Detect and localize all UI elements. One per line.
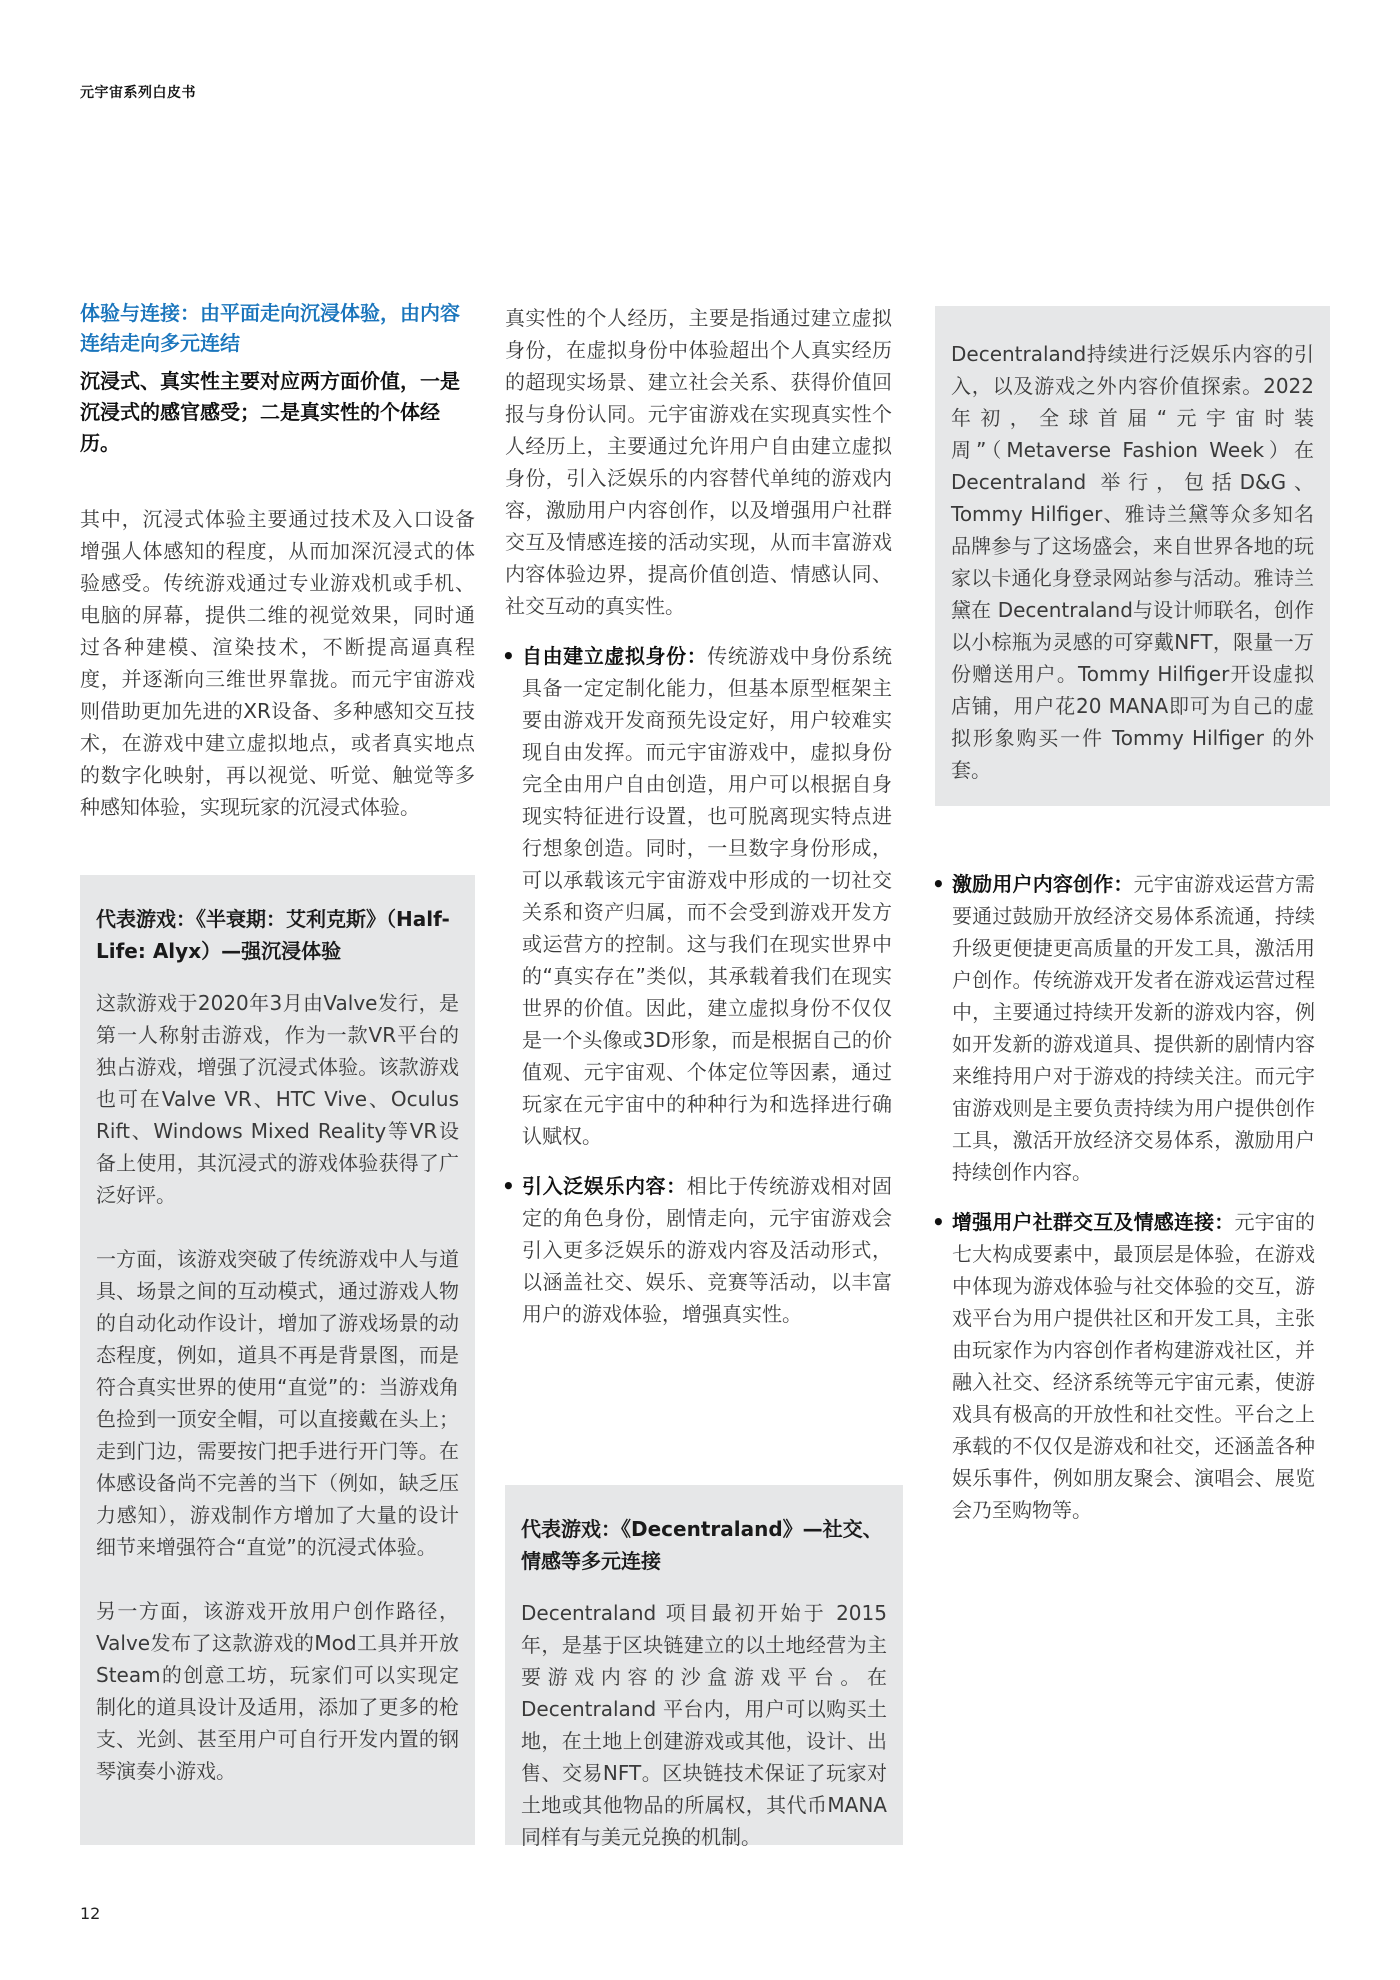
bullet-text: 元宇宙游戏运营方需要通过鼓励开放经济交易体系流通，持续升级更便捷更高质量的开发工具，激活用户创作。传统游戏开发者在游戏运营过程中，主要通过持续开发新的游戏内容，例如开发新的游戏道具、提供新的剧情内容来维持用户对于游戏的持续关注。而元宇宙游戏则是主要负责持续为用户提供创作工具，激活开放经济交易体系，激励用户持续创作内容。 [952, 872, 1316, 1184]
section-subheading: 沉浸式、真实性主要对应两方面价值，一是沉浸式的感官感受；二是真实性的个体经历。 [80, 369, 460, 455]
case-box-paragraph: Decentraland持续进行泛娱乐内容的引入，以及游戏之外内容价值探索。2022年初，全球首届“元宇宙时装周”（Metaverse Fashion Week）在Decentraland 举行，包括D&G、Tommy Hilfiger、雅诗兰黛等众多知名品牌参与了这场盛会，来自世界各地的玩家以卡通化身登录网站参与活动。雅诗兰黛在 Decentraland与设计师联名，创作以小棕瓶为灵感的可穿戴NFT，限量一万份赠送用户。Tommy Hilfiger开设虚拟店铺，用户花20 MANA即可为自己的虚拟形象购买一件 Tommy Hilfiger 的外套。 [951, 342, 1314, 782]
bullet-text: 元宇宙的七大构成要素中，最顶层是体验，在游戏中体现为游戏体验与社交体验的交互，游戏平台为用户提供社区和开发工具，主张由玩家作为内容创作者构建游戏社区，并融入社交、经济系统等元宇宙元素，使游戏具有极高的开放性和社交性。平台之上承载的不仅仅是游戏和社交，还涵盖各种娱乐事件，例如朋友聚会、演唱会、展览会乃至购物等。 [952, 1210, 1316, 1522]
case-box-paragraph: 另一方面，该游戏开放用户创作路径，Valve发布了这款游戏的Mod工具并开放Steam的创意工坊，玩家们可以实现定制化的道具设计及适用，添加了更多的枪支、光剑、甚至用户可自行开发内置的钢琴演奏小游戏。 [96, 1599, 459, 1783]
bullet-dot-icon: • [502, 644, 515, 668]
bullet-dot-icon: • [932, 1210, 945, 1234]
column-left [80, 298, 475, 823]
bullet-lead: 激励用户内容创作： [952, 872, 1134, 896]
bullet-lead: 引入泛娱乐内容： [522, 1174, 687, 1198]
case-box-decentraland-continued [935, 306, 1330, 806]
bullet-lead: 自由建立虚拟身份： [522, 644, 708, 668]
bullet-list [502, 640, 893, 1330]
case-box-paragraph: 这款游戏于2020年3月由Valve发行，是第一人称射击游戏，作为一款VR平台的独占游戏，增强了沉浸式体验。该款游戏也可在Valve VR、HTC Vive、Oculus Rift、Windows Mixed Reality等VR设备上使用，其沉浸式的游戏体验获得了广泛好评。 [96, 991, 459, 1207]
case-box-half-life-alyx [80, 875, 475, 1845]
case-box-title: 代表游戏：《半衰期：艾利克斯》（Half-Life: Alyx）—强沉浸体验 [96, 907, 450, 963]
list-item [932, 1206, 1316, 1526]
list-item [932, 868, 1316, 1188]
bullet-list [932, 868, 1316, 1526]
section-heading: 体验与连接：由平面走向沉浸体验，由内容连结走向多元连结 [80, 301, 460, 355]
bullet-dot-icon: • [502, 1174, 515, 1198]
bullet-text: 传统游戏中身份系统具备一定定制化能力，但基本原型框架主要由游戏开发商预先设定好，用户较难实现自由发挥。而元宇宙游戏中，虚拟身份完全由用户自由创造，用户可以根据自身现实特征进行设置，也可脱离现实特点进行想象创造。同时，一旦数字身份形成，可以承载该元宇宙游戏中形成的一切社交关系和资产归属，而不会受到游戏开发方或运营方的控制。这与我们在现实世界中的“真实存在”类似，其承载着我们在现实世界的价值。因此，建立虚拟身份不仅仅是一个头像或3D形象，而是根据自己的价值观、元宇宙观、个体定位等因素，通过玩家在元宇宙中的种种行为和选择进行确认赋权。 [522, 644, 893, 1148]
bullet-text: 相比于传统游戏相对固定的角色身份，剧情走向，元宇宙游戏会引入更多泛娱乐的游戏内容及活动形式，以涵盖社交、娱乐、竞赛等活动，以丰富用户的游戏体验，增强真实性。 [522, 1174, 893, 1326]
case-box-paragraph: 一方面，该游戏突破了传统游戏中人与道具、场景之间的互动模式，通过游戏人物的自动化动作设计，增加了游戏场景的动态程度，例如，道具不再是背景图，而是符合真实世界的使用“直觉”的：当游戏角色捡到一顶安全帽，可以直接戴在头上；走到门边，需要按门把手进行开门等。在体感设备尚不完善的当下（例如，缺乏压力感知），游戏制作方增加了大量的设计细节来增强符合“直觉”的沉浸式体验。 [96, 1247, 459, 1559]
document-header-title: 元宇宙系列白皮书 [80, 85, 196, 101]
paragraph-authenticity: 真实性的个人经历，主要是指通过建立虚拟身份，在虚拟身份中体验超出个人真实经历的超现实场景、建立社会关系、获得价值回报与身份认同。元宇宙游戏在实现真实性个人经历上，主要通过允许用户自由建立虚拟身份，引入泛娱乐的内容替代单纯的游戏内容，激励用户内容创作，以及增强用户社群交互及情感连接的活动实现，从而丰富游戏内容体验边界，提高价值创造、情感认同、社交互动的真实性。 [505, 306, 892, 618]
bullet-lead: 增强用户社群交互及情感连接： [952, 1210, 1235, 1234]
column-middle [502, 302, 893, 1348]
column-right [932, 868, 1316, 1544]
paragraph-immersive: 其中，沉浸式体验主要通过技术及入口设备增强人体感知的程度，从而加深沉浸式的体验感受。传统游戏通过专业游戏机或手机、电脑的屏幕，提供二维的视觉效果，同时通过各种建模、渲染技术，不断提高逼真程度，并逐渐向三维世界靠拢。而元宇宙游戏则借助更加先进的XR设备、多种感知交互技术，在游戏中建立虚拟地点，或者真实地点的数字化映射，再以视觉、听觉、触觉等多种感知体验，实现玩家的沉浸式体验。 [80, 507, 475, 819]
case-box-title: 代表游戏：《Decentraland》—社交、情感等多元连接 [521, 1517, 883, 1573]
bullet-dot-icon: • [932, 872, 945, 896]
list-item [502, 640, 893, 1152]
case-box-decentraland [505, 1485, 903, 1849]
page-number: 12 [80, 1904, 101, 1923]
list-item [502, 1170, 893, 1330]
case-box-paragraph: Decentraland 项目最初开始于 2015 年，是基于区块链建立的以土地经营为主要游戏内容的沙盒游戏平台。在 Decentraland 平台内，用户可以购买土地，在土地上创建游戏或其他，设计、出售、交易NFT。区块链技术保证了玩家对土地或其他物品的所属权，其代币MANA同样有与美元兑换的机制。 [521, 1601, 887, 1849]
